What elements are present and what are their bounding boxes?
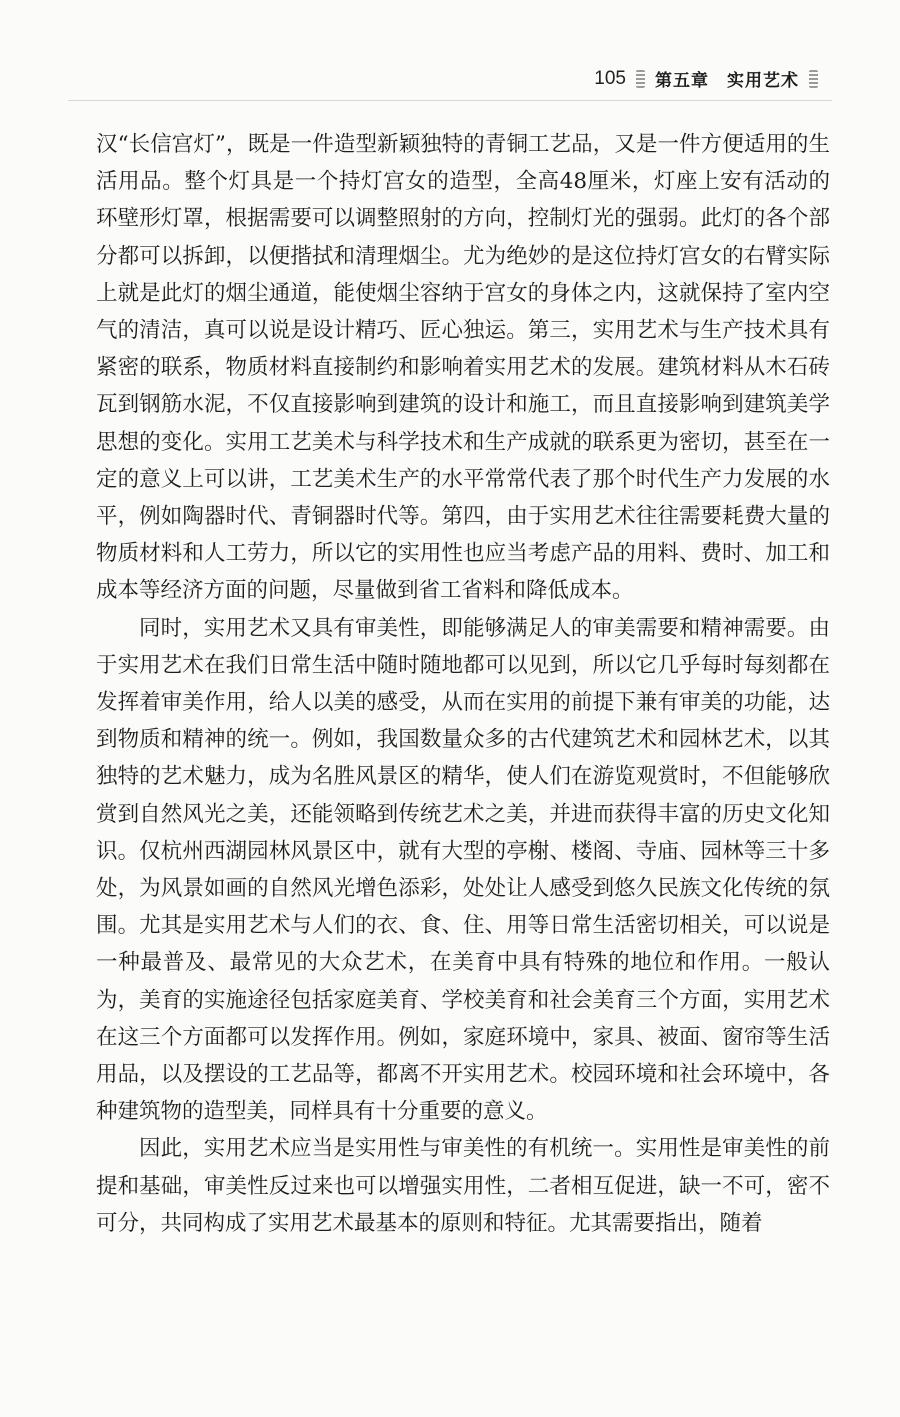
paragraph-3: 因此，实用艺术应当是实用性与审美性的有机统一。实用性是审美性的前提和基础，审美性反过来也可以增强实用性，二者相互促进，缺一不可，密不可分，共同构成了实用艺术最基本的原则和特征。尤其需要指出，随着 [96,1136,830,1236]
running-header [594,66,818,91]
ornament-icon [636,70,645,88]
paragraph-2: 同时，实用艺术又具有审美性，即能够满足人的审美需要和精神需要。由于实用艺术在我们日常生活中随时随地都可以见到，所以它几乎每时每刻都在发挥着审美作用，给人以美的感受，从而在实用的前提下兼有审美的功能，达到物质和精神的统一。例如，我国数量众多的古代建筑艺术和园林艺术，以其独特的艺术魅力，成为名胜风景区的精华，使人们在游览观赏时，不但能够欣赏到自然风光之美，还能领略到传统艺术之美，并进而获得丰富的历史文化知识。仅杭州西湖园林风景区中，就有大型的亭榭、楼阁、寺庙、园林等三十多处，为风景如画的自然风光增色添彩，处处让人感受到悠久民族文化传统的氛围。尤其是实用艺术与人们的衣、食、住、用等日常生活密切相关，可以说是一种最普及、最常见的大众艺术，在美育中具有特殊的地位和作用。一般认为，美育的实施途径包括家庭美育、学校美育和社会美育三个方面，实用艺术在这三个方面都可以发挥作用。例如，家庭环境中，家具、被面、窗帘等生活用品，以及摆设的工艺品等，都离不开实用艺术。校园环境和社会环境中，各种建筑物的造型美，同样具有十分重要的意义。 [96,615,830,1125]
page-number: 105 [594,67,626,89]
paragraph-1: 汉“长信宫灯”，既是一件造型新颖独特的青铜工艺品，又是一件方便适用的生活用品。整个灯具是一个持灯宫女的造型，全高48厘米，灯座上安有活动的环壁形灯罩，根据需要可以调整照射的方向，控制灯光的强弱。此灯的各个部分都可以拆卸，以便揩拭和清理烟尘。尤为绝妙的是这位持灯宫女的右臂实际上就是此灯的烟尘通道，能使烟尘容纳于宫女的身体之内，这就保持了室内空气的清洁，真可以说是设计精巧、匠心独运。第三，实用艺术与生产技术具有紧密的联系，物质材料直接制约和影响着实用艺术的发展。建筑材料从木石砖瓦到钢筋水泥，不仅直接影响到建筑的设计和施工，而且直接影响到建筑美学思想的变化。实用工艺美术与科学技术和生产成就的联系更为密切，甚至在一定的意义上可以讲，工艺美术生产的水平常常代表了那个时代生产力发展的水平，例如陶器时代、青铜器时代等。第四，由于实用艺术往往需要耗费大量的物质材料和人工劳力，所以它的实用性也应当考虑产品的用料、费时、加工和成本等经济方面的问题，尽量做到省工省料和降低成本。 [96,132,830,604]
chapter-title: 第五章 实用艺术 [655,71,799,91]
header-divider [68,100,832,101]
body-text [96,126,830,1242]
ornament-icon [809,70,818,88]
